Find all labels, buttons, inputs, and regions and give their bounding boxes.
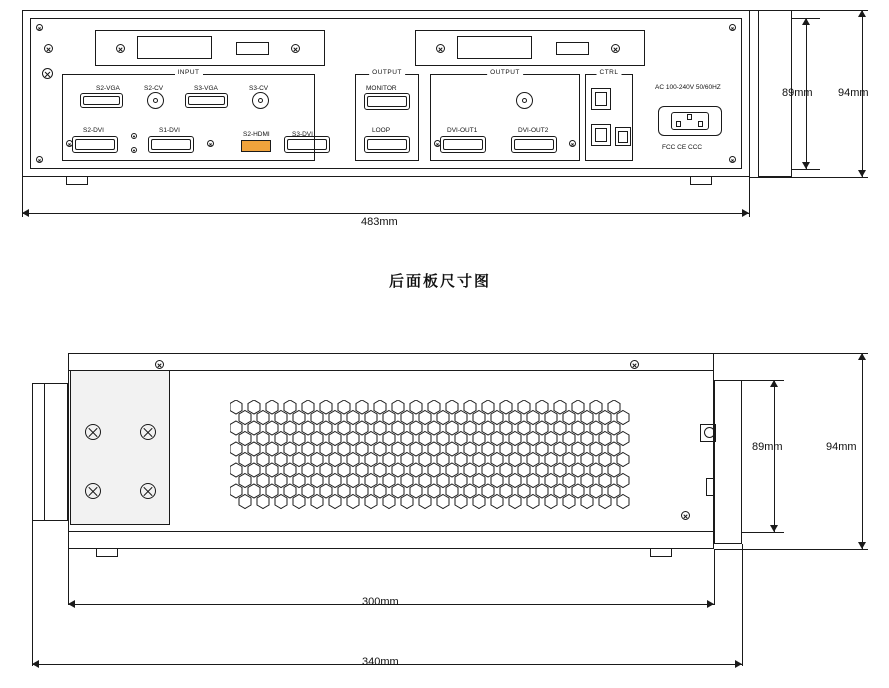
s2-dvi-port <box>72 136 118 153</box>
output-screw-left <box>434 140 441 147</box>
power-rating-label: AC 100-240V 50/60HZ <box>655 84 721 91</box>
panel-foot-right <box>690 177 712 185</box>
dim-94b-arrow-bottom <box>858 542 866 549</box>
dim-94-arrow-bottom <box>858 170 866 177</box>
dim-94mm-bottom-label: 94mm <box>826 441 857 453</box>
dim-89mm-bottom-label: 89mm <box>752 441 783 453</box>
dim-94-tick-bottom <box>750 177 868 178</box>
side-rear-endcap <box>714 380 742 544</box>
dvi-out1-port <box>440 136 486 153</box>
s3-cv-label: S3-CV <box>249 85 269 92</box>
side-foot-right <box>650 549 672 557</box>
corner-screw-bottom-left <box>36 156 43 163</box>
side-front-endcap <box>32 383 68 521</box>
output-bnc-port <box>516 92 533 109</box>
ventilation-mesh <box>230 400 650 520</box>
ctrl-ethernet-port-inner <box>595 92 607 106</box>
side-screw-top-left <box>155 360 164 369</box>
dim-483-ext-right <box>749 177 750 217</box>
dim-483-line <box>22 213 749 214</box>
dim-300mm-label: 300mm <box>362 596 399 608</box>
dim-89-tick-top <box>792 18 820 19</box>
output-dvi-group-label: OUTPUT <box>487 69 523 76</box>
dvi-out1-label: DVI-OUT1 <box>447 127 478 134</box>
dim-89-arrow-top <box>802 18 810 25</box>
monitor-label: MONITOR <box>366 85 397 92</box>
rack-screw-top-left <box>44 44 53 53</box>
output-monitor-group-label: OUTPUT <box>369 69 405 76</box>
dvi-out2-label: DVI-OUT2 <box>518 127 549 134</box>
dim-94b-tick-bottom <box>714 549 868 550</box>
dvi-out2-port <box>511 136 557 153</box>
dim-340-arrow-right <box>735 660 742 668</box>
bracket-screw-1 <box>85 424 101 440</box>
dim-300-ext-right <box>714 549 715 605</box>
bracket-screw-3 <box>85 483 101 499</box>
output-screw-right <box>569 140 576 147</box>
ctrl-aux-port-inner <box>618 131 628 143</box>
panel-foot-left <box>66 177 88 185</box>
power-pin-center <box>687 114 692 120</box>
dim-94-arrow-top <box>858 10 866 17</box>
input-screw-left-a <box>66 140 73 147</box>
dim-94mm-top-label: 94mm <box>838 87 869 99</box>
display-screw-right-b <box>611 44 620 53</box>
side-front-endcap-edge <box>44 383 45 521</box>
dim-300-ext-left <box>68 549 69 605</box>
s3-cv-port <box>252 92 269 109</box>
dim-89b-arrow-bottom <box>770 525 778 532</box>
s3-dvi-label: S3-DVI <box>292 131 313 138</box>
dim-300-arrow-left <box>68 600 75 608</box>
display-screen-left <box>137 36 212 59</box>
s2-hdmi-port <box>241 140 271 152</box>
dim-340-arrow-left <box>32 660 39 668</box>
s2-vga-port <box>80 93 123 108</box>
dim-89b-tick-bottom <box>742 532 784 533</box>
dim-483-arrow-right <box>742 209 749 217</box>
dim-89-tick-bottom <box>792 169 820 170</box>
display-readout-left <box>236 42 269 55</box>
dim-483mm-label: 483mm <box>361 216 398 228</box>
display-screw-left-b <box>291 44 300 53</box>
loop-label: LOOP <box>372 127 391 134</box>
side-screw-bottom-right <box>681 511 690 520</box>
power-pin-left <box>676 121 681 127</box>
dim-89b-tick-top <box>742 380 784 381</box>
dim-340-ext-right <box>742 544 743 666</box>
s2-cv-label: S2-CV <box>144 85 164 92</box>
dim-89b-arrow-top <box>770 380 778 387</box>
input-screw-right-a <box>207 140 214 147</box>
front-bracket-plate <box>70 370 170 525</box>
figure-caption: 后面板尺寸图 <box>389 273 492 290</box>
dim-94-tick-top <box>750 10 868 11</box>
dim-89mm-top-label: 89mm <box>782 87 813 99</box>
dim-89-arrow-bottom <box>802 162 810 169</box>
display-screw-left-a <box>116 44 125 53</box>
s3-vga-port <box>185 93 228 108</box>
power-pin-right <box>698 121 703 127</box>
dim-94b-arrow-top <box>858 353 866 360</box>
side-screw-top-right <box>630 360 639 369</box>
corner-screw-bottom-right <box>729 156 736 163</box>
s3-vga-label: S3-VGA <box>194 85 218 92</box>
s2-dvi-label: S2-DVI <box>83 127 104 134</box>
side-foot-left <box>96 549 118 557</box>
input-screw-left-c <box>131 147 137 153</box>
bracket-screw-4 <box>140 483 156 499</box>
dim-340-ext-left <box>32 521 33 666</box>
dim-89b-line <box>774 380 775 532</box>
corner-screw-top-left <box>36 24 43 31</box>
s3-dvi-port <box>284 136 330 153</box>
s1-dvi-port <box>148 136 194 153</box>
s2-hdmi-label: S2-HDMI <box>243 131 270 138</box>
dim-94b-line <box>862 353 863 549</box>
ctrl-serial-port-inner <box>595 128 607 142</box>
s1-dvi-label: S1-DVI <box>159 127 180 134</box>
ctrl-group-label: CTRL <box>597 69 622 76</box>
monitor-port <box>364 93 410 110</box>
input-group-label: INPUT <box>175 69 203 76</box>
s2-vga-label: S2-VGA <box>96 85 120 92</box>
corner-screw-top-right <box>729 24 736 31</box>
s2-cv-port <box>147 92 164 109</box>
bracket-screw-2 <box>140 424 156 440</box>
display-screw-right-a <box>436 44 445 53</box>
dim-94b-tick-top <box>714 353 868 354</box>
dim-300-arrow-right <box>707 600 714 608</box>
input-screw-left-b <box>131 133 137 139</box>
certification-label: FCC CE CCC <box>662 144 703 151</box>
side-rear-connector-round <box>704 427 715 438</box>
dim-483-arrow-left <box>22 209 29 217</box>
loop-port <box>364 136 410 153</box>
display-screen-right <box>457 36 532 59</box>
dim-340mm-label: 340mm <box>362 656 399 668</box>
side-rear-slot <box>706 478 715 496</box>
display-readout-right <box>556 42 589 55</box>
rack-screw-bottom-left <box>42 68 53 79</box>
